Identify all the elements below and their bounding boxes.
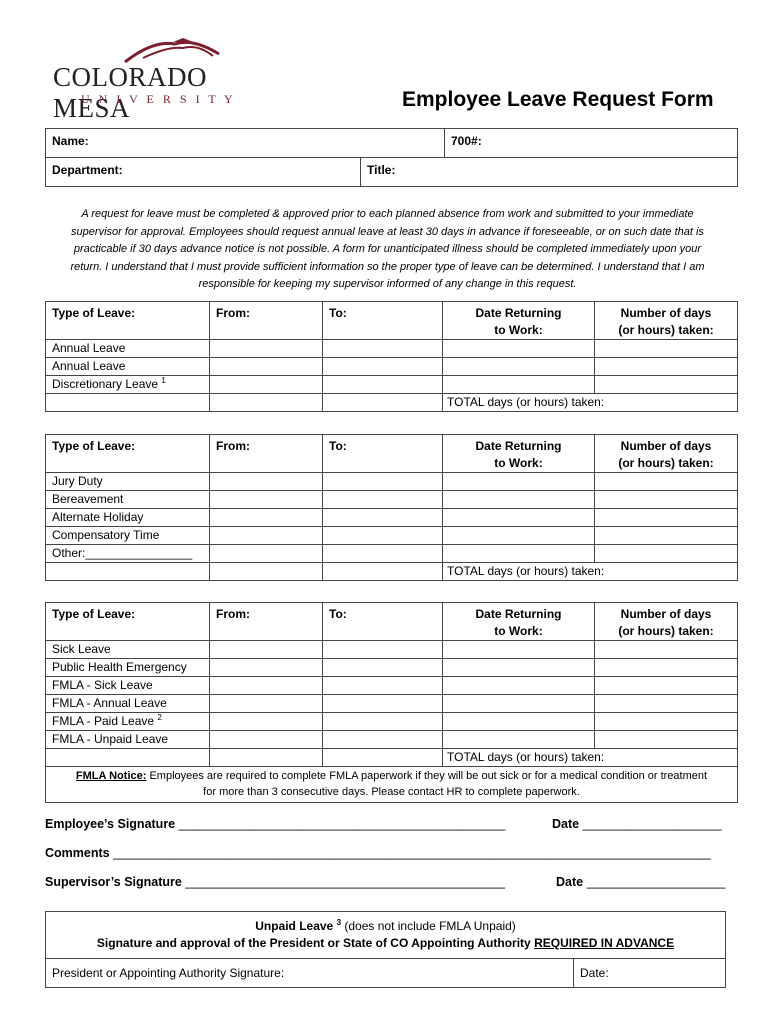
leave-type-label: Annual Leave (46, 340, 210, 358)
from-cell[interactable] (210, 358, 323, 376)
from-cell[interactable] (210, 473, 323, 491)
from-cell[interactable] (210, 491, 323, 509)
leave-type-label: Compensatory Time (46, 527, 210, 545)
from-cell[interactable] (210, 340, 323, 358)
leave-type-label: Alternate Holiday (46, 509, 210, 527)
authority-date-field[interactable]: Date: (574, 959, 726, 988)
col-type-header: Type of Leave: (46, 302, 210, 340)
from-cell[interactable] (210, 659, 323, 677)
leave-type-label: FMLA - Annual Leave (46, 695, 210, 713)
intro-paragraph (40, 206, 735, 294)
to-cell[interactable] (323, 545, 443, 563)
days-cell[interactable] (595, 731, 738, 749)
to-cell[interactable] (323, 641, 443, 659)
return-cell[interactable] (443, 641, 595, 659)
comments-blank[interactable]: ______________________________________________________________________________________ (113, 846, 711, 860)
intro-line: responsible for keeping my supervisor informed of any change in this request. (198, 278, 577, 291)
leave-type-label: FMLA - Paid Leave $^2$ (46, 713, 210, 731)
col-days-header: Number of days (or hours) taken: (595, 302, 738, 340)
days-cell[interactable] (595, 695, 738, 713)
from-cell[interactable] (210, 731, 323, 749)
blank-cell (323, 749, 443, 767)
name-field[interactable]: Name: (46, 129, 445, 158)
to-cell[interactable] (323, 358, 443, 376)
col-days-header: Number of days (or hours) taken: (595, 603, 738, 641)
from-cell[interactable] (210, 545, 323, 563)
unpaid-leave-title: Unpaid Leave (255, 919, 334, 933)
to-cell[interactable] (323, 491, 443, 509)
days-cell[interactable] (595, 527, 738, 545)
col-return-header: Date Returning to Work: (443, 302, 595, 340)
return-cell[interactable] (443, 695, 595, 713)
return-cell[interactable] (443, 731, 595, 749)
comments-label: Comments (45, 846, 110, 860)
total-label[interactable]: TOTAL days (or hours) taken: (443, 563, 738, 581)
leave-type-label: Discretionary Leave $^1$ (46, 376, 210, 394)
return-cell[interactable] (443, 509, 595, 527)
department-field[interactable]: Department: (46, 158, 361, 187)
fmla-notice-line2: for more than 3 consecutive days. Please contact HR to complete paperwork. (203, 786, 580, 798)
days-cell[interactable] (595, 677, 738, 695)
blank-cell (323, 563, 443, 581)
blank-cell (210, 394, 323, 412)
to-cell[interactable] (323, 473, 443, 491)
unpaid-leave-header: Unpaid Leave $^3$ (does not include FMLA Unpaid) Signature and approval of the President or State of CO Appointing Authority REQUIRED IN ADVANCE (46, 912, 726, 959)
to-cell[interactable] (323, 509, 443, 527)
date-blank[interactable]: ____________________ (582, 817, 722, 831)
from-cell[interactable] (210, 677, 323, 695)
days-cell[interactable] (595, 659, 738, 677)
days-cell[interactable] (595, 491, 738, 509)
intro-line: supervisor for approval. Employees should request annual leave at least 30 days in advance if foreseeable, or on such date that is (71, 225, 704, 238)
intro-line: practicable if 30 days advance notice is not possible. A form for unanticipated illness should be completed immediately upon your (73, 243, 702, 256)
to-cell[interactable] (323, 527, 443, 545)
from-cell[interactable] (210, 695, 323, 713)
unpaid-leave-table (45, 911, 726, 988)
days-cell[interactable] (595, 473, 738, 491)
fmla-notice-line1: Employees are required to complete FMLA paperwork if they will be out sick or for a medical condition or treatment (146, 770, 708, 782)
employee-signature-blank[interactable]: _______________________________________________ (178, 817, 506, 831)
return-cell[interactable] (443, 376, 595, 394)
days-cell[interactable] (595, 545, 738, 563)
unpaid-required-text: REQUIRED IN ADVANCE (534, 936, 675, 950)
days-cell[interactable] (595, 376, 738, 394)
leave-type-label: Public Health Emergency (46, 659, 210, 677)
leave-table-sick (45, 602, 738, 803)
logo-subtitle: U N I V E R S I T Y (81, 92, 236, 106)
col-return-header: Date Returning to Work: (443, 603, 595, 641)
date-label: Date (556, 875, 584, 889)
leave-table-annual (45, 301, 738, 412)
blank-cell (323, 394, 443, 412)
blank-cell (210, 749, 323, 767)
col-to-header: To: (323, 603, 443, 641)
to-cell[interactable] (323, 713, 443, 731)
return-cell[interactable] (443, 659, 595, 677)
col-from-header: From: (210, 603, 323, 641)
supervisor-signature-line[interactable] (45, 875, 505, 889)
days-cell[interactable] (595, 340, 738, 358)
return-cell[interactable] (443, 491, 595, 509)
col-to-header: To: (323, 435, 443, 473)
leave-type-label: Sick Leave (46, 641, 210, 659)
id-field[interactable]: 700#: (445, 129, 738, 158)
logo-name: COLORADO MESA (53, 62, 208, 123)
days-cell[interactable] (595, 509, 738, 527)
page-title: Employee Leave Request Form (402, 88, 714, 111)
date-blank[interactable]: ____________________ (586, 875, 726, 889)
col-from-header: From: (210, 435, 323, 473)
fmla-notice (46, 767, 738, 803)
unpaid-leave-note: (does not include FMLA Unpaid) (341, 919, 516, 933)
date-label: Date (552, 817, 580, 831)
employee-info-table (45, 128, 738, 187)
employee-date-line[interactable] (552, 817, 722, 831)
from-cell[interactable] (210, 641, 323, 659)
from-cell[interactable] (210, 713, 323, 731)
supervisor-date-line[interactable] (556, 875, 726, 889)
supervisor-signature-label: Supervisor’s Signature (45, 875, 182, 889)
blank-cell (46, 749, 210, 767)
intro-line: A request for leave must be completed & approved prior to each planned absence from work and submitted to your immediate (81, 208, 694, 220)
total-label[interactable]: TOTAL days (or hours) taken: (443, 394, 738, 412)
from-cell[interactable] (210, 376, 323, 394)
return-cell[interactable] (443, 713, 595, 731)
return-cell[interactable] (443, 473, 595, 491)
days-cell[interactable] (595, 358, 738, 376)
col-to-header: To: (323, 302, 443, 340)
days-cell[interactable] (595, 713, 738, 731)
to-cell[interactable] (323, 376, 443, 394)
blank-cell (210, 563, 323, 581)
leave-type-label: FMLA - Unpaid Leave (46, 731, 210, 749)
col-days-header: Number of days (or hours) taken: (595, 435, 738, 473)
leave-type-label: Jury Duty (46, 473, 210, 491)
university-logo (53, 36, 283, 123)
comments-line[interactable] (45, 846, 711, 860)
to-cell[interactable] (323, 659, 443, 677)
total-label[interactable]: TOTAL days (or hours) taken: (443, 749, 738, 767)
from-cell[interactable] (210, 527, 323, 545)
leave-type-label[interactable]: Other:________________ (46, 545, 210, 563)
return-cell[interactable] (443, 358, 595, 376)
leave-type-label: Bereavement (46, 491, 210, 509)
to-cell[interactable] (323, 695, 443, 713)
employee-signature-line[interactable] (45, 817, 505, 831)
fmla-notice-label: FMLA Notice: (75, 770, 147, 782)
from-cell[interactable] (210, 509, 323, 527)
blank-cell (46, 394, 210, 412)
employee-signature-label: Employee’s Signature (45, 817, 176, 831)
to-cell[interactable] (323, 731, 443, 749)
leave-table-other (45, 434, 738, 581)
title-field[interactable]: Title: (361, 158, 738, 187)
supervisor-signature-blank[interactable]: ______________________________________________ (185, 875, 506, 889)
intro-line: return. I understand that I must provide sufficient information so the proper type of leave can be determined. I understand that I am (70, 260, 705, 273)
return-cell[interactable] (443, 340, 595, 358)
col-type-header: Type of Leave: (46, 603, 210, 641)
col-type-header: Type of Leave: (46, 435, 210, 473)
to-cell[interactable] (323, 340, 443, 358)
col-from-header: From: (210, 302, 323, 340)
to-cell[interactable] (323, 677, 443, 695)
return-cell[interactable] (443, 527, 595, 545)
authority-signature-field[interactable]: President or Appointing Authority Signature: (46, 959, 574, 988)
return-cell[interactable] (443, 677, 595, 695)
leave-type-label: FMLA - Sick Leave (46, 677, 210, 695)
leave-type-label: Annual Leave (46, 358, 210, 376)
return-cell[interactable] (443, 545, 595, 563)
col-return-header: Date Returning to Work: (443, 435, 595, 473)
days-cell[interactable] (595, 641, 738, 659)
unpaid-approval-text: Signature and approval of the President or State of CO Appointing Authority (96, 936, 535, 950)
blank-cell (46, 563, 210, 581)
